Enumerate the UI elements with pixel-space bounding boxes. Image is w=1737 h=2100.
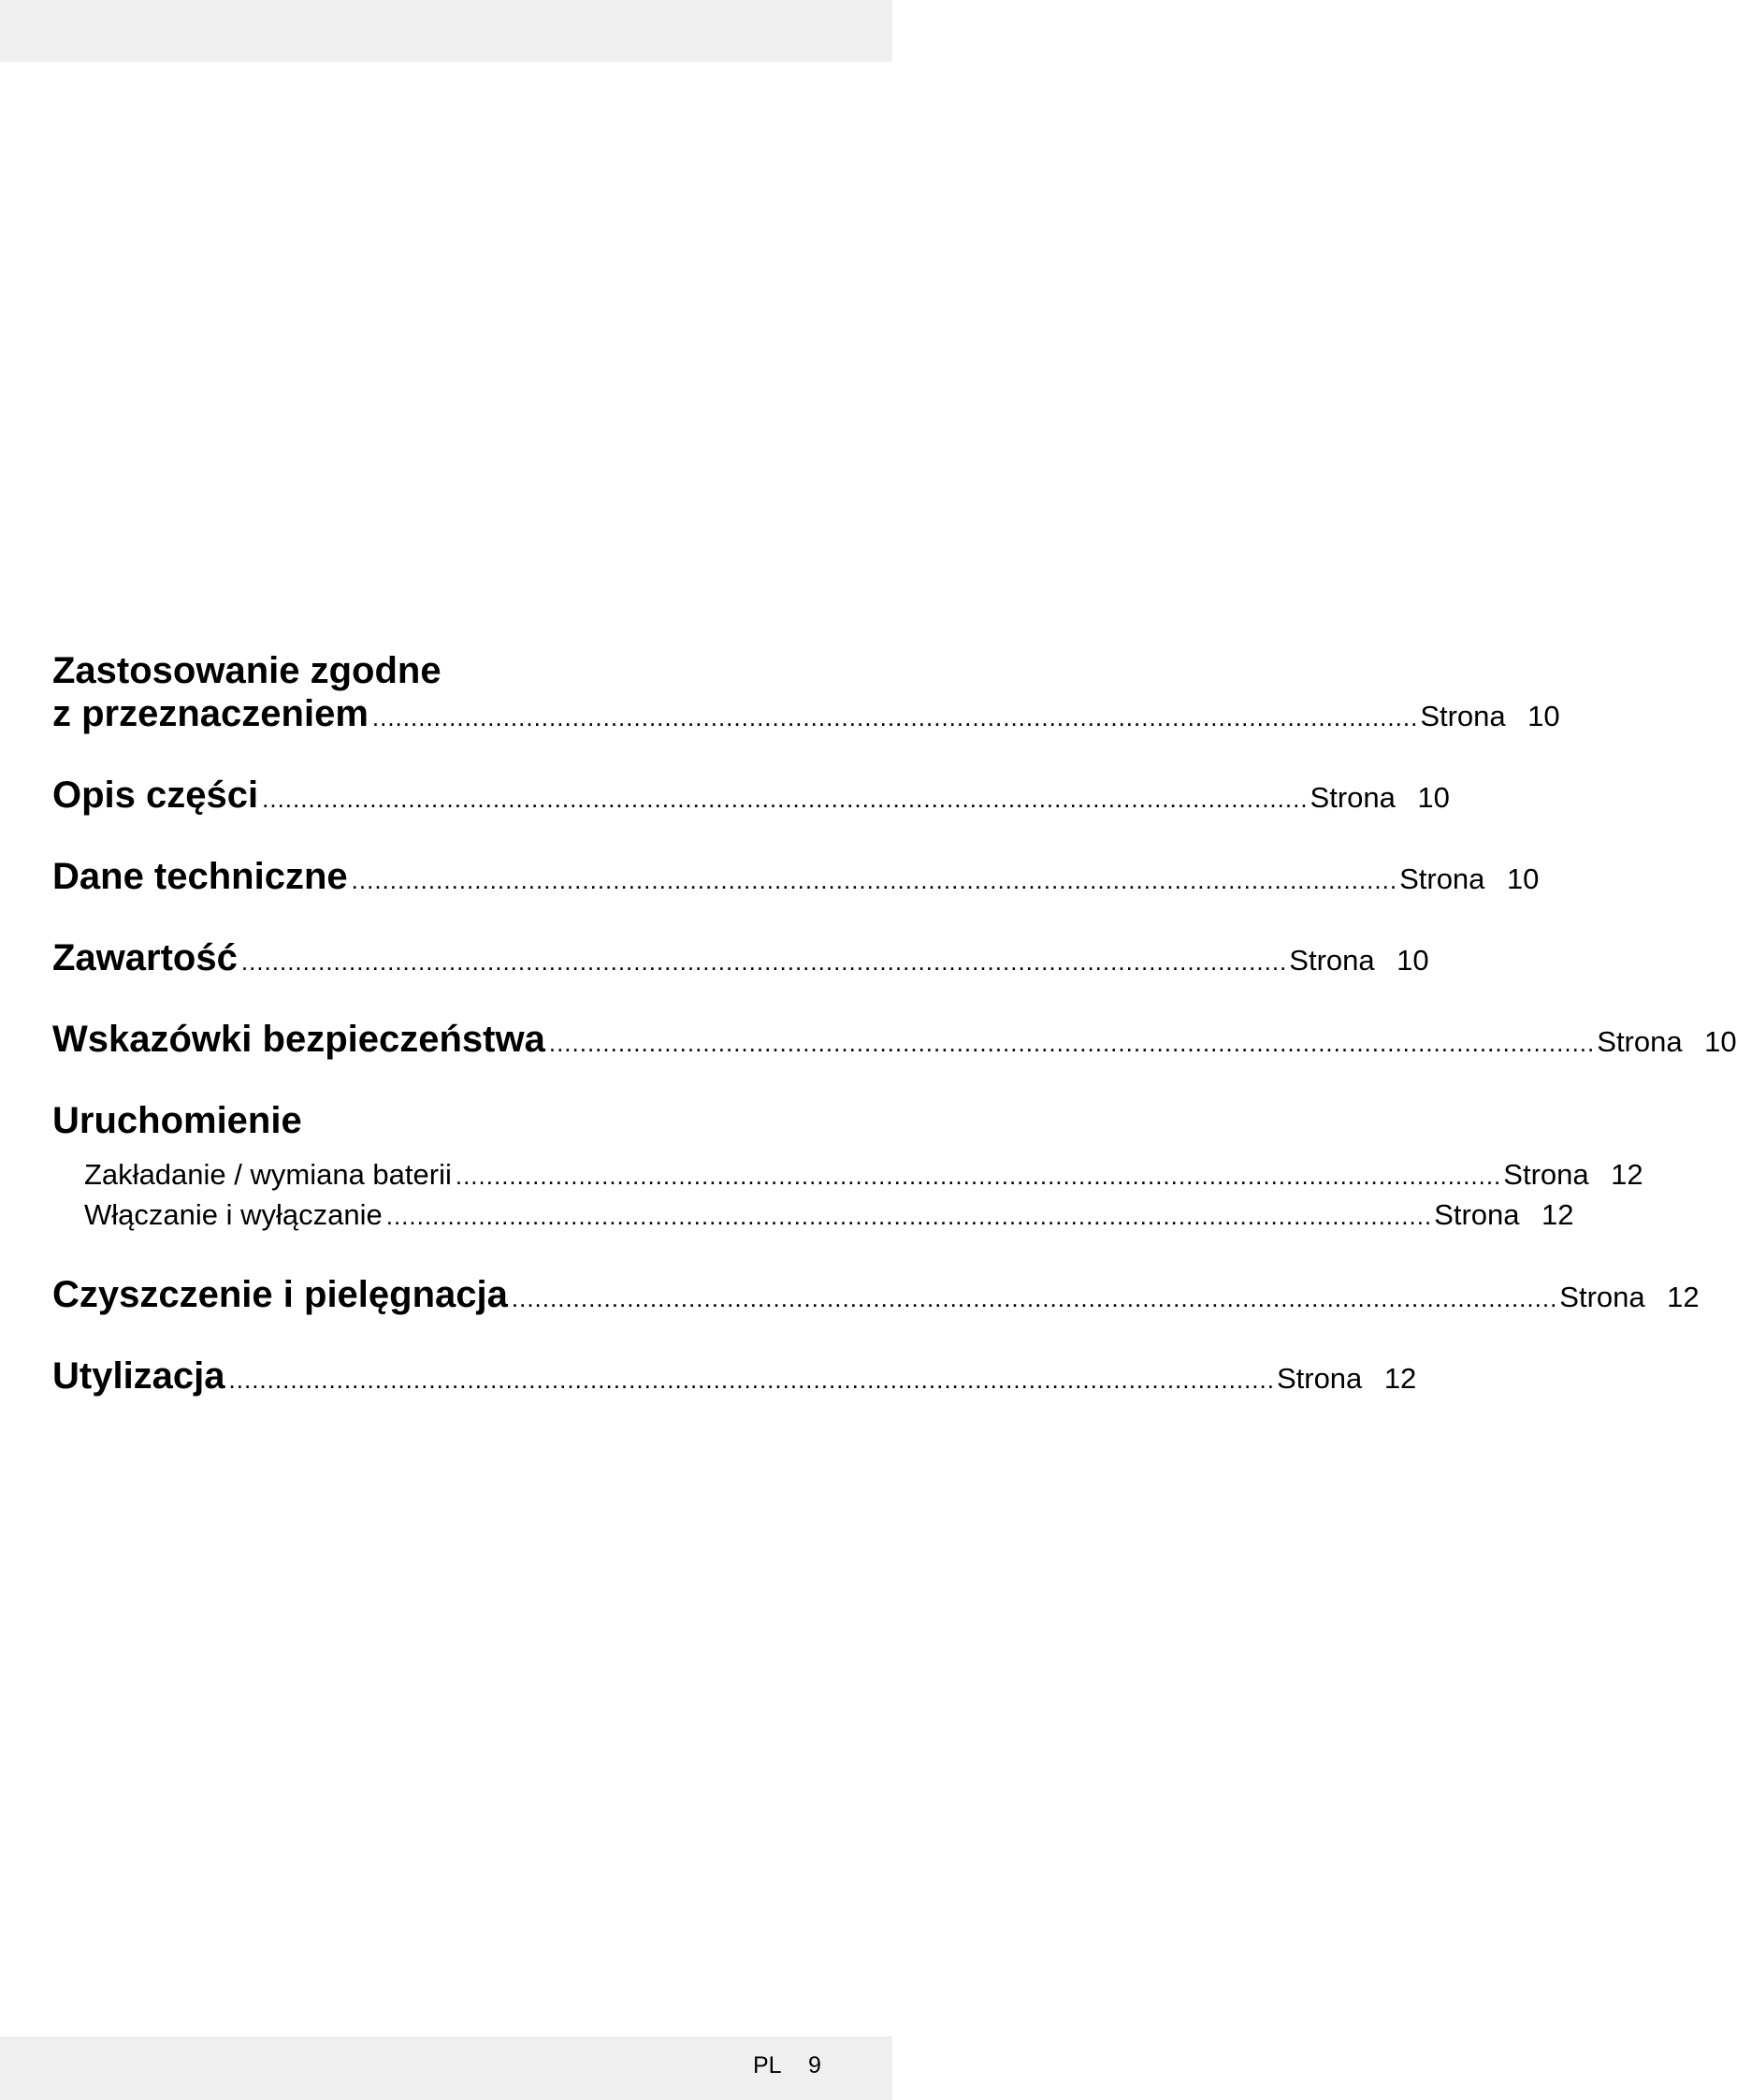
page-number: 12 bbox=[1542, 1198, 1574, 1231]
page-number: 10 bbox=[1527, 700, 1560, 732]
page-word: Strona bbox=[1559, 1281, 1645, 1313]
page-number: 10 bbox=[1506, 862, 1540, 895]
page-reference bbox=[1420, 700, 1559, 733]
page-word: Strona bbox=[1289, 944, 1375, 977]
toc-entry-label: Wskazówki bezpieczeństwa bbox=[52, 1019, 545, 1060]
toc-section-heading[interactable]: Uruchomienie bbox=[52, 1100, 302, 1141]
page-reference bbox=[1559, 1281, 1699, 1314]
page-word: Strona bbox=[1276, 1362, 1363, 1395]
toc-heading-line: Zastosowanie zgodne bbox=[52, 650, 441, 691]
toc-sub-entry[interactable] bbox=[52, 1198, 1574, 1232]
toc-entry[interactable] bbox=[52, 1273, 1700, 1316]
toc-entry-label: z przeznaczeniem bbox=[52, 693, 369, 734]
page-word: Strona bbox=[1420, 700, 1506, 732]
top-band bbox=[0, 0, 892, 62]
toc-entry[interactable] bbox=[52, 1018, 1737, 1061]
page-word: Strona bbox=[1597, 1025, 1683, 1058]
page-word: Strona bbox=[1399, 862, 1485, 895]
toc-sub-entry-label: Włączanie i wyłączanie bbox=[84, 1198, 383, 1231]
dot-leader: ........................................................................................................................................ bbox=[240, 948, 1288, 976]
page-number: 12 bbox=[1611, 1158, 1643, 1191]
dot-leader: ........................................................................................................................................ bbox=[371, 703, 1419, 731]
dot-leader: ........................................................................................................................................ bbox=[351, 866, 1398, 894]
dot-leader: ........................................................................................................................................ bbox=[262, 785, 1309, 813]
page-number: 12 bbox=[1667, 1281, 1700, 1313]
page-word: Strona bbox=[1310, 781, 1396, 814]
dot-leader: ........................................................................................................................................ bbox=[385, 1202, 1433, 1230]
page-number: 12 bbox=[1383, 1362, 1417, 1395]
toc-entry[interactable] bbox=[52, 936, 1429, 979]
toc-entry-label: Opis części bbox=[52, 775, 259, 816]
dot-leader: ........................................................................................................................................ bbox=[455, 1162, 1502, 1190]
dot-leader: ........................................................................................................................................ bbox=[228, 1366, 1275, 1394]
page-number: 10 bbox=[1417, 781, 1450, 814]
toc-entry[interactable] bbox=[52, 855, 1540, 898]
toc-entry-label: Czyszczenie i pielęgnacja bbox=[52, 1274, 508, 1315]
dot-leader: ........................................................................................................................................ bbox=[511, 1284, 1558, 1312]
page-reference bbox=[1503, 1158, 1643, 1192]
toc-sub-entry-label: Zakładanie / wymiana baterii bbox=[84, 1158, 452, 1191]
toc-entry[interactable] bbox=[52, 1354, 1417, 1398]
toc-entry[interactable] bbox=[52, 774, 1450, 817]
page-reference bbox=[1289, 944, 1428, 978]
toc-entry[interactable] bbox=[52, 692, 1560, 735]
page-reference bbox=[1434, 1198, 1573, 1232]
page-reference bbox=[1597, 1025, 1736, 1059]
page-reference bbox=[1277, 1362, 1416, 1396]
dot-leader: ........................................................................................................................................ bbox=[548, 1029, 1596, 1057]
page-number: 10 bbox=[1397, 944, 1429, 977]
page-reference bbox=[1310, 781, 1450, 815]
page-word: Strona bbox=[1434, 1198, 1520, 1231]
page-number: 10 bbox=[1704, 1025, 1737, 1058]
page-word: Strona bbox=[1503, 1158, 1589, 1191]
toc-entry-label: Dane techniczne bbox=[52, 856, 348, 897]
page-reference bbox=[1399, 862, 1539, 896]
toc-entry-label: Utylizacja bbox=[52, 1355, 225, 1397]
footer-language: PL bbox=[753, 2052, 782, 2078]
toc-entry-label: Zawartość bbox=[52, 937, 238, 978]
toc-sub-entry[interactable] bbox=[52, 1158, 1643, 1192]
footer-page-number: 9 bbox=[808, 2052, 821, 2078]
